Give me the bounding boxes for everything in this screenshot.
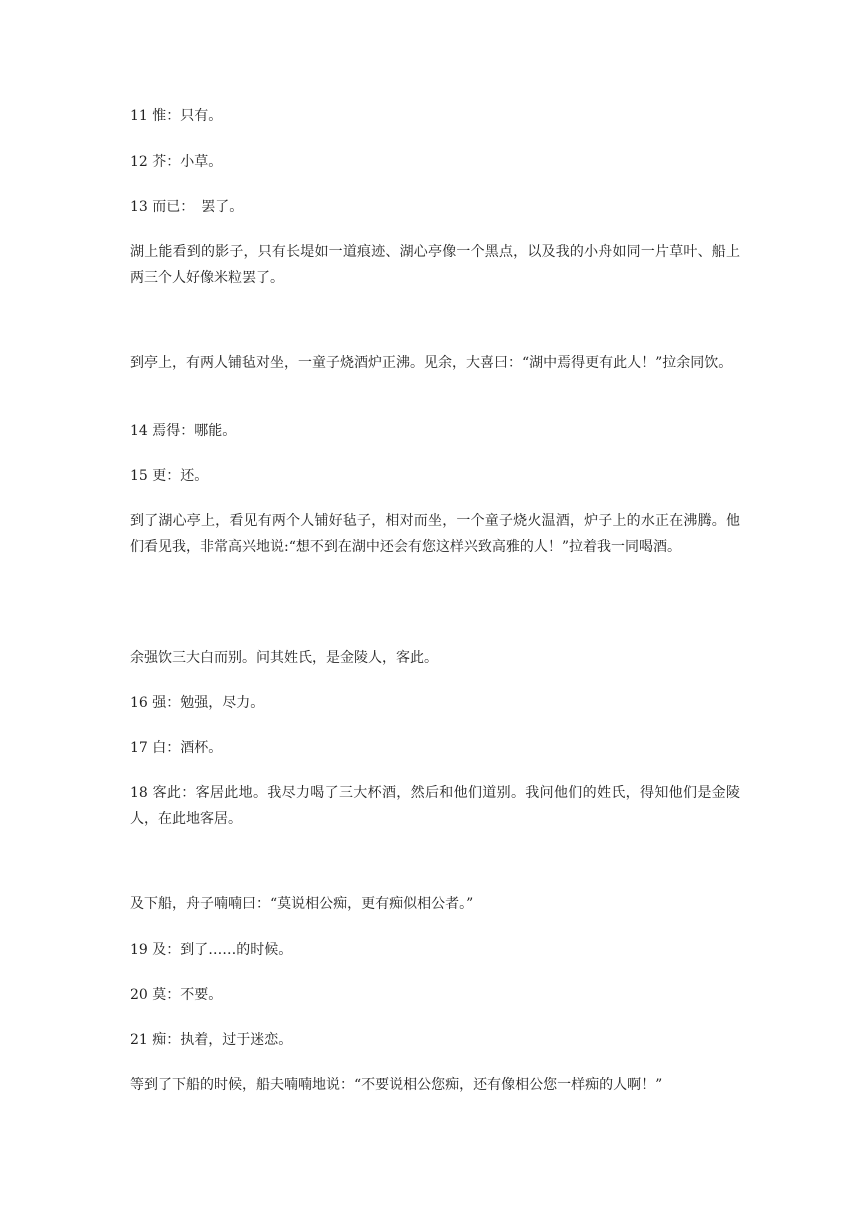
original-paragraph-2: 到亭上，有两人铺毡对坐，一童子烧酒炉正沸。见余，大喜曰：“湖中焉得更有此人！”拉余同饮。 xyxy=(130,355,733,371)
translation-paragraph-1: 湖上能看到的影子，只有长堤如一道痕迹、湖心亭像一个黑点，以及我的小舟如同一片草叶、船上两三个人好像米粒罢了。 xyxy=(130,244,740,286)
original-paragraph-3: 余强饮三大白而别。问其姓氏，是金陵人，客此。 xyxy=(130,650,438,666)
note-11: 11 惟：只有。 xyxy=(130,108,223,124)
note-13: 13 而已： 罢了。 xyxy=(130,199,244,215)
note-14: 14 焉得：哪能。 xyxy=(130,423,237,439)
note-15: 15 更：还。 xyxy=(130,468,209,484)
original-paragraph-4: 及下船，舟子喃喃曰：“莫说相公痴，更有痴似相公者。” xyxy=(130,896,474,912)
note-17: 17 白：酒杯。 xyxy=(130,740,223,756)
note-12: 12 芥：小草。 xyxy=(130,154,223,170)
note-16: 16 强：勉强，尽力。 xyxy=(130,695,265,711)
translation-paragraph-4: 等到了下船的时候，船夫喃喃地说：“不要说相公您痴，还有像相公您一样痴的人啊！” xyxy=(130,1077,663,1093)
note-18-translation: 18 客此：客居此地。我尽力喝了三大杯酒，然后和他们道别。我问他们的姓氏，得知他们是金陵人，在此地客居。 xyxy=(130,785,740,827)
note-20: 20 莫：不要。 xyxy=(130,987,223,1003)
translation-paragraph-2: 到了湖心亭上，看见有两个人铺好毡子，相对而坐，一个童子烧火温酒，炉子上的水正在沸腾。他们看见我，非常高兴地说:“想不到在湖中还会有您这样兴致高雅的人！”拉着我一同喝酒。 xyxy=(130,513,740,555)
note-21: 21 痴：执着，过于迷恋。 xyxy=(130,1032,293,1048)
note-19: 19 及：到了……的时候。 xyxy=(130,942,293,958)
